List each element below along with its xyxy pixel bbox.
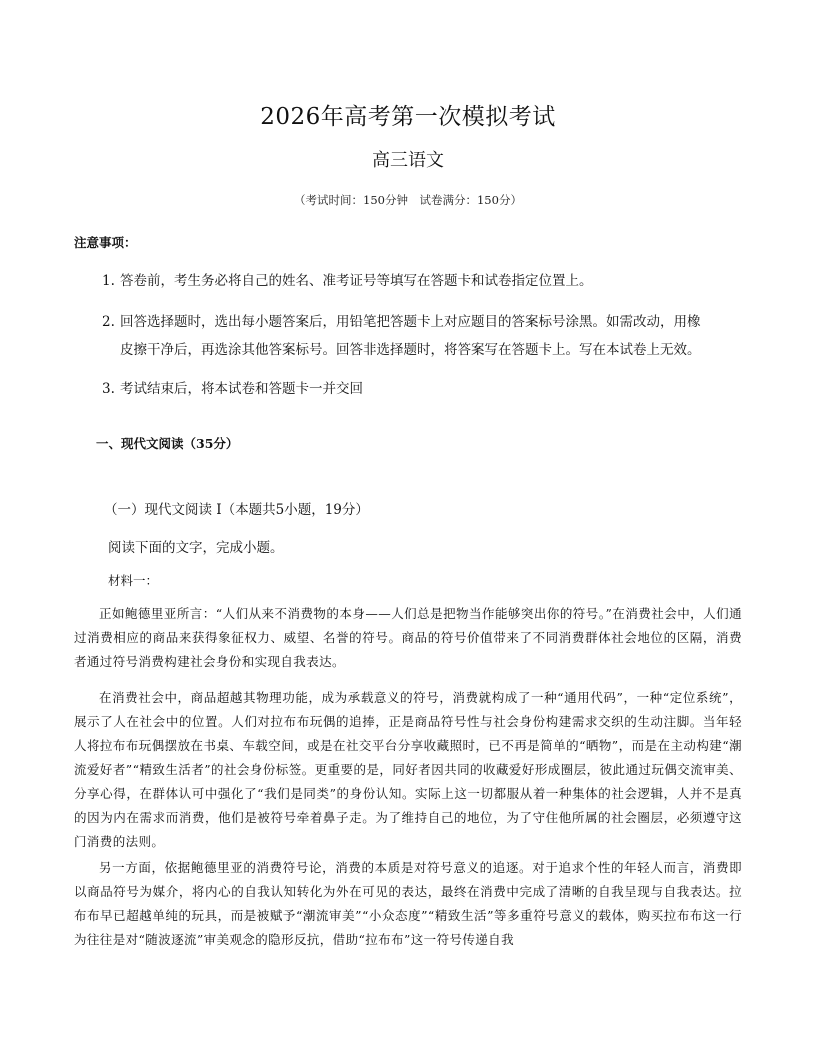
notice-item-text: 回答选择题时，选出每小题答案后，用铅笔把答题卡上对应题目的答案标号涂黑。如需改动，用橡 — [120, 314, 701, 330]
notice-item-number: 1. — [102, 273, 115, 289]
material-paragraph-3: 另一方面，依据鲍德里亚的消费符号论，消费的本质是对符号意义的追逐。对于追求个性的年轻人而言，消费即以商品符号为媒介，将内心的自我认知转化为外在可见的表达，最终在消费中完成了清晰的自我呈现与自我表达。拉布布早已超越单纯的玩具，而是被赋予“潮流审美”“小众态度”“精致生活”等多重符号意义的载体，购买拉布布这一行为往往是对“随波逐流”审美观念的隐形反抗，借助“拉布布”这一符号传递自我 — [74, 860, 742, 947]
exam-subject: 高三语文 — [372, 150, 444, 171]
notice-item-text-continued: 皮擦干净后，再选涂其他答案标号。回答非选择题时，将答案写在答题卡上。写在本试卷上无效。 — [120, 342, 701, 358]
notice-heading: 注意事项： — [74, 235, 137, 250]
notice-item-3 — [102, 375, 752, 403]
notice-item-2 — [102, 308, 752, 364]
exam-meta: （考试时间：150分钟 试卷满分：150分） — [294, 193, 522, 207]
subsection-heading: （一）现代文阅读 I（本题共5小题，19分） — [104, 502, 369, 518]
section-heading: 一、现代文阅读（35分） — [96, 436, 239, 451]
material-paragraph-1: 正如鲍德里亚所言：“人们从来不消费物的本身——人们总是把物当作能够突出你的符号。”在消费社会中，人们通过消费相应的商品来获得象征权力、威望、名誉的符号。商品的符号价值带来了不同消费群体社会地位的区隔，消费者通过符号消费构建社会身份和实现自我表达。 — [74, 606, 742, 669]
exam-title: 2026年高考第一次模拟考试 — [260, 104, 556, 130]
notice-item-text: 考试结束后，将本试卷和答题卡一并交回 — [120, 381, 363, 397]
notice-item-number: 3. — [102, 381, 115, 397]
notice-item-number: 2. — [102, 314, 115, 330]
reading-instruction: 阅读下面的文字，完成小题。 — [108, 540, 284, 556]
material-label: 材料一： — [108, 573, 159, 588]
notice-item-1 — [102, 267, 752, 295]
material-paragraph-2: 在消费社会中，商品超越其物理功能，成为承载意义的符号，消费就构成了一种“通用代码”，一种“定位系统”，展示了人在社会中的位置。人们对拉布布玩偶的追捧，正是商品符号性与社会身份构建需求交织的生动注脚。当年轻人将拉布布玩偶摆放在书桌、车载空间，或是在社交平台分享收藏照时，已不再是简单的“晒物”，而是在主动构建“潮流爱好者”“精致生活者”的社会身份标签。更重要的是，同好者因共同的收藏爱好形成圈层，彼此通过玩偶交流审美、分享心得，在群体认可中强化了“我们是同类”的身份认知。实际上这一切都服从着一种集体的社会逻辑，人并不是真的因为内在需求而消费，他们是被符号牵着鼻子走。为了维持自己的地位，为了守住他所属的社会圈层，必须遵守这门消费的法则。 — [74, 690, 742, 849]
notice-item-text: 答卷前，考生务必将自己的姓名、准考证号等填写在答题卡和试卷指定位置上。 — [120, 273, 593, 289]
